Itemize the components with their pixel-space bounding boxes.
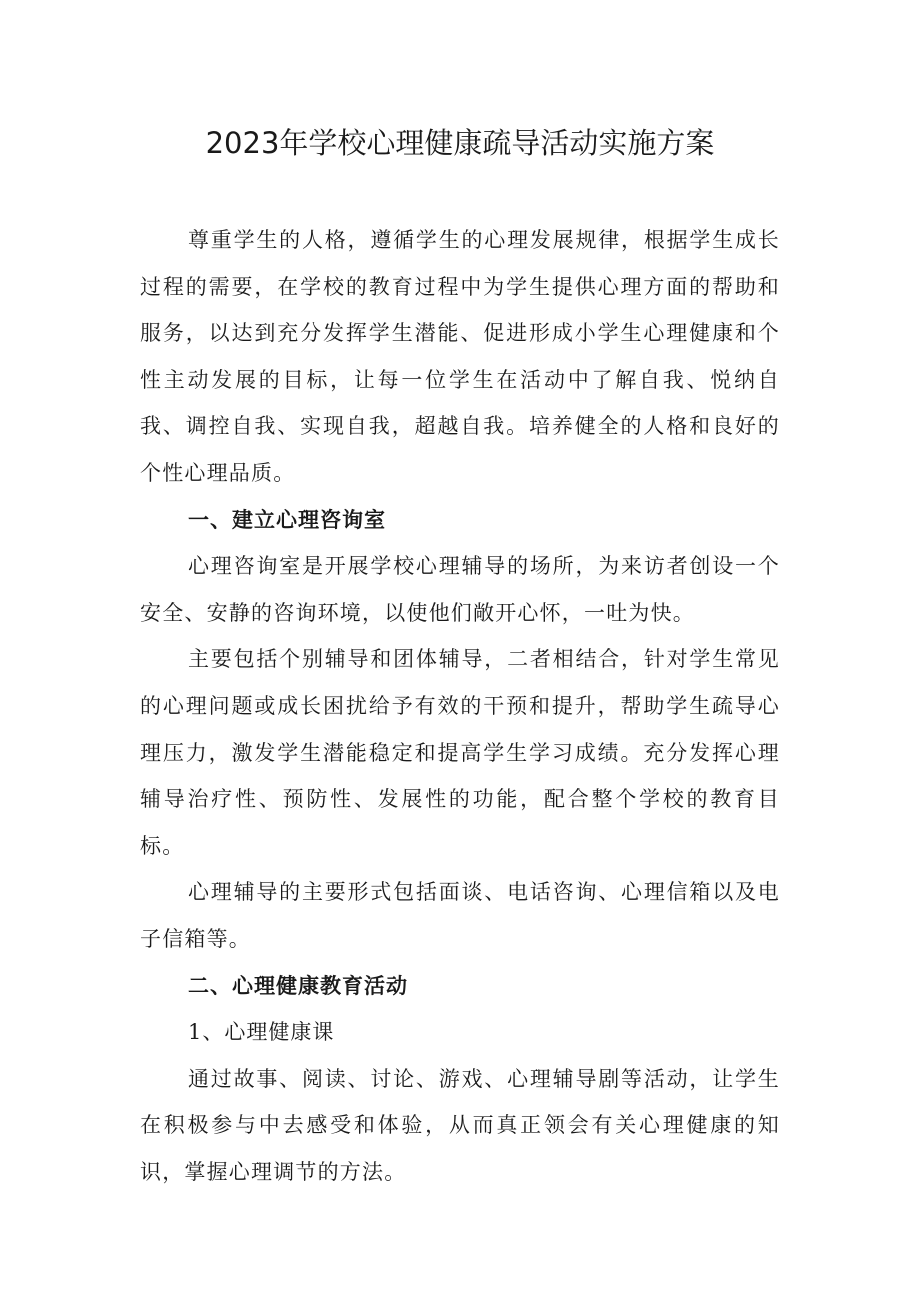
section1-paragraph-2: 主要包括个别辅导和团体辅导，二者相结合，针对学生常见的心理问题或成长困扰给予有效的干预和提升，帮助学生疏导心理压力，激发学生潜能稳定和提高学生学习成绩。充分发挥心理辅导治疗性、预防性、发展性的功能，配合整个学校的教育目标。 xyxy=(140,647,780,858)
section1-paragraph-3: 心理辅导的主要形式包括面谈、电话咨询、心理信箱以及电子信箱等。 xyxy=(140,880,780,951)
subsection-heading-1: 1、心理健康课 xyxy=(188,1020,335,1045)
section-heading-1: 一、建立心理咨询室 xyxy=(188,507,386,532)
section-heading-2: 二、心理健康教育活动 xyxy=(188,973,408,998)
section2-paragraph-1: 通过故事、阅读、讨论、游戏、心理辅导剧等活动，让学生在积极参与中去感受和体验，从而真正领会有关心理健康的知识，掌握心理调节的方法。 xyxy=(140,1066,780,1184)
section1-paragraph-1: 心理咨询室是开展学校心理辅导的场所，为来访者创设一个安全、安静的咨询环境，以使他们敞开心怀，一吐为快。 xyxy=(140,554,780,625)
document-title: 2023年学校心理健康疏导活动实施方案 xyxy=(205,126,715,160)
intro-paragraph: 尊重学生的人格，遵循学生的心理发展规律，根据学生成长过程的需要，在学校的教育过程中为学生提供心理方面的帮助和服务，以达到充分发挥学生潜能、促进形成小学生心理健康和个性主动发展的目标，让每一位学生在活动中了解自我、悦纳自我、调控自我、实现自我，超越自我。培养健全的人格和良好的个性心理品质。 xyxy=(140,228,780,485)
